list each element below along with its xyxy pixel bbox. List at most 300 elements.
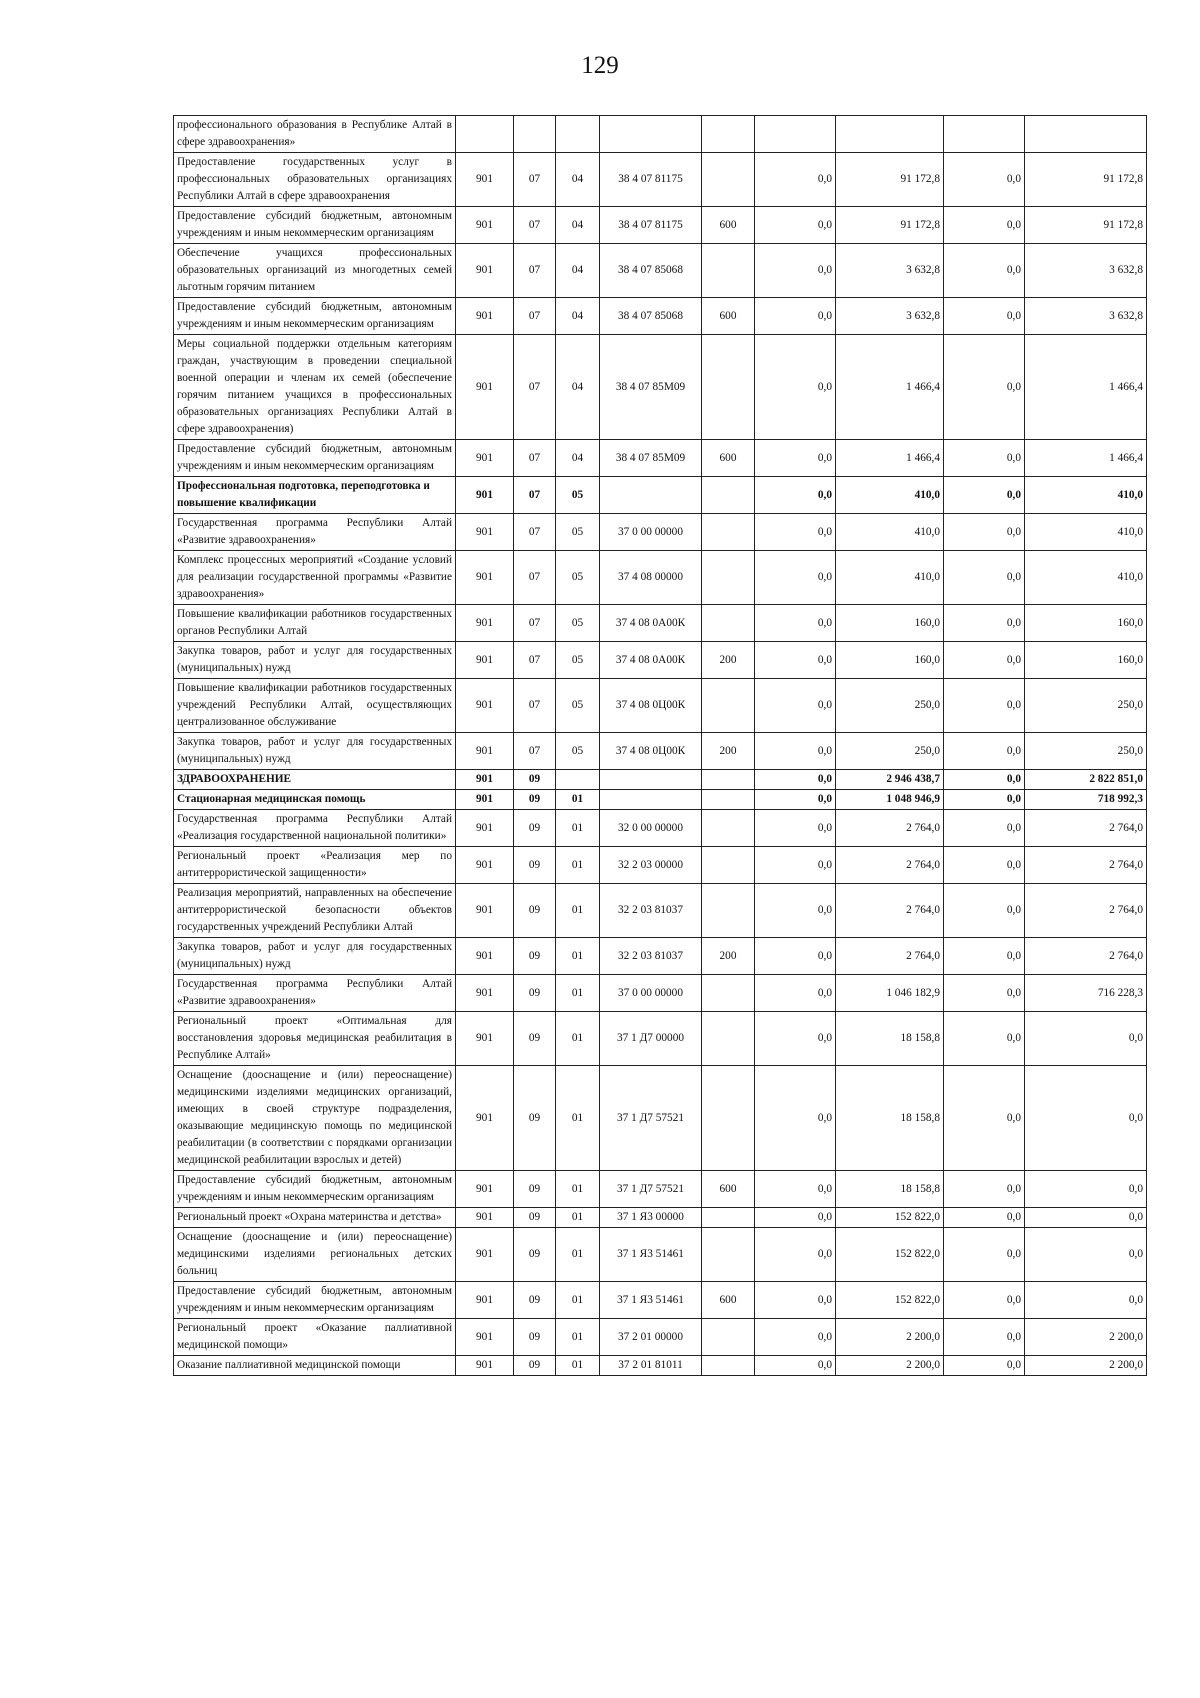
cell-subsection: 05 bbox=[556, 477, 600, 514]
cell-section bbox=[514, 116, 556, 153]
cell-expense-type bbox=[702, 810, 755, 847]
cell-ministry-code: 901 bbox=[456, 551, 514, 605]
cell-ministry-code: 901 bbox=[456, 207, 514, 244]
cell-section: 07 bbox=[514, 733, 556, 770]
cell-subsection bbox=[556, 116, 600, 153]
table-row bbox=[174, 1208, 1147, 1228]
cell-name: Региональный проект «Оптимальная для восстановления здоровья медицинская реабилитация в Республике Алтай» bbox=[174, 1012, 456, 1066]
table-row bbox=[174, 298, 1147, 335]
table-row bbox=[174, 207, 1147, 244]
table-row bbox=[174, 477, 1147, 514]
cell-value-1: 0,0 bbox=[755, 1319, 836, 1356]
cell-expense-type bbox=[702, 1319, 755, 1356]
cell-value-3: 0,0 bbox=[944, 1208, 1025, 1228]
cell-value-4: 0,0 bbox=[1025, 1066, 1147, 1171]
cell-name: Оказание паллиативной медицинской помощи bbox=[174, 1356, 456, 1376]
cell-name: Повышение квалификации работников государственных органов Республики Алтай bbox=[174, 605, 456, 642]
table-row bbox=[174, 1171, 1147, 1208]
cell-expense-type bbox=[702, 1228, 755, 1282]
cell-subsection: 04 bbox=[556, 207, 600, 244]
cell-value-1: 0,0 bbox=[755, 642, 836, 679]
cell-expense-type bbox=[702, 679, 755, 733]
cell-subsection: 05 bbox=[556, 679, 600, 733]
cell-value-1: 0,0 bbox=[755, 1356, 836, 1376]
cell-name: Закупка товаров, работ и услуг для государственных (муниципальных) нужд bbox=[174, 938, 456, 975]
cell-subsection: 01 bbox=[556, 1228, 600, 1282]
cell-value-4: 160,0 bbox=[1025, 642, 1147, 679]
cell-target-article: 37 4 08 0А00К bbox=[600, 605, 702, 642]
cell-value-1: 0,0 bbox=[755, 679, 836, 733]
cell-value-2: 250,0 bbox=[836, 679, 944, 733]
cell-value-3: 0,0 bbox=[944, 1282, 1025, 1319]
cell-value-4: 2 764,0 bbox=[1025, 847, 1147, 884]
cell-ministry-code: 901 bbox=[456, 679, 514, 733]
cell-target-article: 37 4 08 00000 bbox=[600, 551, 702, 605]
cell-expense-type bbox=[702, 847, 755, 884]
table-row bbox=[174, 605, 1147, 642]
cell-target-article: 38 4 07 85М09 bbox=[600, 335, 702, 440]
cell-value-1: 0,0 bbox=[755, 298, 836, 335]
cell-name: Региональный проект «Охрана материнства и детства» bbox=[174, 1208, 456, 1228]
cell-value-1: 0,0 bbox=[755, 551, 836, 605]
cell-value-2 bbox=[836, 116, 944, 153]
cell-value-2: 250,0 bbox=[836, 733, 944, 770]
cell-target-article bbox=[600, 477, 702, 514]
cell-ministry-code: 901 bbox=[456, 733, 514, 770]
cell-subsection: 01 bbox=[556, 810, 600, 847]
cell-value-2: 1 466,4 bbox=[836, 335, 944, 440]
cell-value-1: 0,0 bbox=[755, 1208, 836, 1228]
cell-value-3: 0,0 bbox=[944, 790, 1025, 810]
cell-section: 07 bbox=[514, 477, 556, 514]
cell-name: Предоставление субсидий бюджетным, автономным учреждениям и иным некоммерческим организациям bbox=[174, 1171, 456, 1208]
cell-value-4: 3 632,8 bbox=[1025, 244, 1147, 298]
cell-value-4: 2 764,0 bbox=[1025, 810, 1147, 847]
cell-value-1: 0,0 bbox=[755, 847, 836, 884]
cell-ministry-code: 901 bbox=[456, 884, 514, 938]
cell-target-article: 37 1 Я3 51461 bbox=[600, 1228, 702, 1282]
cell-value-2: 18 158,8 bbox=[836, 1066, 944, 1171]
cell-value-4: 91 172,8 bbox=[1025, 207, 1147, 244]
cell-expense-type: 200 bbox=[702, 938, 755, 975]
cell-subsection: 05 bbox=[556, 514, 600, 551]
cell-value-4: 91 172,8 bbox=[1025, 153, 1147, 207]
cell-value-3: 0,0 bbox=[944, 733, 1025, 770]
cell-section: 07 bbox=[514, 642, 556, 679]
cell-section: 09 bbox=[514, 1171, 556, 1208]
cell-target-article bbox=[600, 770, 702, 790]
cell-value-4: 2 822 851,0 bbox=[1025, 770, 1147, 790]
cell-target-article: 37 2 01 00000 bbox=[600, 1319, 702, 1356]
table-row bbox=[174, 1356, 1147, 1376]
cell-value-2: 3 632,8 bbox=[836, 298, 944, 335]
cell-section: 09 bbox=[514, 938, 556, 975]
cell-value-4: 2 764,0 bbox=[1025, 938, 1147, 975]
cell-expense-type bbox=[702, 975, 755, 1012]
cell-value-4: 410,0 bbox=[1025, 514, 1147, 551]
table-row bbox=[174, 847, 1147, 884]
cell-target-article: 38 4 07 85068 bbox=[600, 244, 702, 298]
cell-expense-type bbox=[702, 335, 755, 440]
cell-ministry-code: 901 bbox=[456, 1356, 514, 1376]
cell-target-article: 38 4 07 81175 bbox=[600, 153, 702, 207]
cell-subsection: 01 bbox=[556, 1356, 600, 1376]
cell-value-4: 250,0 bbox=[1025, 733, 1147, 770]
cell-subsection: 01 bbox=[556, 938, 600, 975]
table-body bbox=[174, 116, 1147, 1376]
cell-value-3: 0,0 bbox=[944, 1066, 1025, 1171]
cell-value-2: 2 764,0 bbox=[836, 884, 944, 938]
cell-name: Государственная программа Республики Алтай «Реализация государственной национальной политики» bbox=[174, 810, 456, 847]
cell-value-1: 0,0 bbox=[755, 975, 836, 1012]
cell-name: Предоставление субсидий бюджетным, автономным учреждениям и иным некоммерческим организациям bbox=[174, 207, 456, 244]
cell-value-4: 1 466,4 bbox=[1025, 335, 1147, 440]
cell-ministry-code: 901 bbox=[456, 847, 514, 884]
cell-value-3: 0,0 bbox=[944, 335, 1025, 440]
cell-section: 07 bbox=[514, 679, 556, 733]
cell-name: Региональный проект «Оказание паллиативной медицинской помощи» bbox=[174, 1319, 456, 1356]
cell-subsection: 01 bbox=[556, 1282, 600, 1319]
cell-value-4: 2 200,0 bbox=[1025, 1356, 1147, 1376]
cell-value-1: 0,0 bbox=[755, 1171, 836, 1208]
cell-value-2: 2 764,0 bbox=[836, 847, 944, 884]
table-row bbox=[174, 514, 1147, 551]
cell-value-1: 0,0 bbox=[755, 884, 836, 938]
cell-value-4: 0,0 bbox=[1025, 1208, 1147, 1228]
cell-section: 07 bbox=[514, 605, 556, 642]
cell-expense-type bbox=[702, 1356, 755, 1376]
cell-value-1: 0,0 bbox=[755, 244, 836, 298]
cell-ministry-code: 901 bbox=[456, 335, 514, 440]
cell-ministry-code: 901 bbox=[456, 153, 514, 207]
page-number: 129 bbox=[581, 52, 619, 79]
cell-value-3: 0,0 bbox=[944, 884, 1025, 938]
cell-value-3: 0,0 bbox=[944, 770, 1025, 790]
cell-expense-type bbox=[702, 790, 755, 810]
cell-expense-type bbox=[702, 551, 755, 605]
cell-target-article: 37 2 01 81011 bbox=[600, 1356, 702, 1376]
cell-expense-type bbox=[702, 116, 755, 153]
cell-value-4: 410,0 bbox=[1025, 551, 1147, 605]
cell-target-article: 32 0 00 00000 bbox=[600, 810, 702, 847]
cell-target-article: 37 4 08 0Ц00К bbox=[600, 733, 702, 770]
cell-expense-type bbox=[702, 884, 755, 938]
cell-section: 07 bbox=[514, 514, 556, 551]
cell-value-2: 152 822,0 bbox=[836, 1228, 944, 1282]
cell-target-article: 37 1 Я3 00000 bbox=[600, 1208, 702, 1228]
cell-ministry-code: 901 bbox=[456, 1012, 514, 1066]
cell-target-article: 38 4 07 81175 bbox=[600, 207, 702, 244]
cell-value-1: 0,0 bbox=[755, 1228, 836, 1282]
cell-value-3: 0,0 bbox=[944, 975, 1025, 1012]
cell-expense-type: 600 bbox=[702, 298, 755, 335]
cell-value-3: 0,0 bbox=[944, 1228, 1025, 1282]
cell-value-3: 0,0 bbox=[944, 938, 1025, 975]
cell-subsection: 05 bbox=[556, 551, 600, 605]
cell-value-1: 0,0 bbox=[755, 770, 836, 790]
cell-ministry-code: 901 bbox=[456, 1228, 514, 1282]
cell-ministry-code: 901 bbox=[456, 1171, 514, 1208]
table-row bbox=[174, 1066, 1147, 1171]
cell-value-2: 2 764,0 bbox=[836, 810, 944, 847]
cell-value-3: 0,0 bbox=[944, 514, 1025, 551]
cell-value-3: 0,0 bbox=[944, 642, 1025, 679]
cell-value-2: 410,0 bbox=[836, 551, 944, 605]
cell-subsection: 01 bbox=[556, 1171, 600, 1208]
cell-ministry-code: 901 bbox=[456, 477, 514, 514]
cell-value-4: 1 466,4 bbox=[1025, 440, 1147, 477]
cell-value-3: 0,0 bbox=[944, 244, 1025, 298]
table-row bbox=[174, 679, 1147, 733]
cell-target-article bbox=[600, 116, 702, 153]
cell-section: 09 bbox=[514, 790, 556, 810]
cell-value-3: 0,0 bbox=[944, 153, 1025, 207]
table-row bbox=[174, 642, 1147, 679]
cell-ministry-code: 901 bbox=[456, 770, 514, 790]
cell-target-article bbox=[600, 790, 702, 810]
cell-target-article: 37 1 Д7 00000 bbox=[600, 1012, 702, 1066]
table-row bbox=[174, 1282, 1147, 1319]
cell-expense-type: 600 bbox=[702, 1282, 755, 1319]
table-row bbox=[174, 440, 1147, 477]
cell-subsection: 05 bbox=[556, 605, 600, 642]
cell-ministry-code: 901 bbox=[456, 298, 514, 335]
cell-value-1: 0,0 bbox=[755, 1066, 836, 1171]
cell-value-4: 0,0 bbox=[1025, 1171, 1147, 1208]
cell-ministry-code: 901 bbox=[456, 1282, 514, 1319]
cell-target-article: 37 1 Я3 51461 bbox=[600, 1282, 702, 1319]
cell-name: Региональный проект «Реализация мер по антитеррористической защищенности» bbox=[174, 847, 456, 884]
cell-expense-type bbox=[702, 244, 755, 298]
cell-ministry-code: 901 bbox=[456, 1319, 514, 1356]
cell-name: Профессиональная подготовка, переподготовка и повышение квалификации bbox=[174, 477, 456, 514]
cell-value-3: 0,0 bbox=[944, 1171, 1025, 1208]
cell-name: Закупка товаров, работ и услуг для государственных (муниципальных) нужд bbox=[174, 733, 456, 770]
cell-value-1: 0,0 bbox=[755, 1282, 836, 1319]
table-row bbox=[174, 244, 1147, 298]
cell-value-4: 250,0 bbox=[1025, 679, 1147, 733]
cell-subsection: 04 bbox=[556, 298, 600, 335]
cell-section: 09 bbox=[514, 884, 556, 938]
cell-value-1 bbox=[755, 116, 836, 153]
table-row bbox=[174, 810, 1147, 847]
cell-value-4: 160,0 bbox=[1025, 605, 1147, 642]
cell-expense-type: 600 bbox=[702, 1171, 755, 1208]
cell-subsection: 01 bbox=[556, 1066, 600, 1171]
cell-name: Меры социальной поддержки отдельным категориям граждан, участвующим в проведении специальной военной операции и членам их семей (обеспечение горячим питанием учащихся в профессиональных образовательных организациях Республики Алтай в сфере здравоохранения) bbox=[174, 335, 456, 440]
cell-value-3: 0,0 bbox=[944, 810, 1025, 847]
cell-subsection: 01 bbox=[556, 1319, 600, 1356]
cell-subsection: 01 bbox=[556, 1012, 600, 1066]
cell-section: 09 bbox=[514, 1282, 556, 1319]
table-row bbox=[174, 938, 1147, 975]
cell-value-4: 716 228,3 bbox=[1025, 975, 1147, 1012]
cell-section: 09 bbox=[514, 1228, 556, 1282]
cell-target-article: 32 2 03 81037 bbox=[600, 938, 702, 975]
cell-section: 09 bbox=[514, 810, 556, 847]
table-row bbox=[174, 335, 1147, 440]
budget-table bbox=[173, 115, 1147, 1376]
cell-value-4 bbox=[1025, 116, 1147, 153]
table-row bbox=[174, 770, 1147, 790]
cell-subsection: 04 bbox=[556, 244, 600, 298]
cell-expense-type: 600 bbox=[702, 207, 755, 244]
cell-expense-type: 200 bbox=[702, 733, 755, 770]
cell-value-4: 3 632,8 bbox=[1025, 298, 1147, 335]
cell-subsection: 04 bbox=[556, 440, 600, 477]
cell-value-3: 0,0 bbox=[944, 298, 1025, 335]
cell-name: профессионального образования в Республике Алтай в сфере здравоохранения» bbox=[174, 116, 456, 153]
cell-name: Повышение квалификации работников государственных учреждений Республики Алтай, осуществляющих централизованное обслуживание bbox=[174, 679, 456, 733]
cell-value-2: 2 200,0 bbox=[836, 1356, 944, 1376]
table-row bbox=[174, 733, 1147, 770]
cell-section: 09 bbox=[514, 1208, 556, 1228]
cell-expense-type bbox=[702, 1012, 755, 1066]
table-row bbox=[174, 1228, 1147, 1282]
cell-target-article: 37 4 08 0Ц00К bbox=[600, 679, 702, 733]
cell-value-2: 1 466,4 bbox=[836, 440, 944, 477]
cell-value-3: 0,0 bbox=[944, 207, 1025, 244]
cell-target-article: 37 1 Д7 57521 bbox=[600, 1171, 702, 1208]
cell-section: 07 bbox=[514, 440, 556, 477]
cell-subsection: 01 bbox=[556, 790, 600, 810]
cell-value-1: 0,0 bbox=[755, 605, 836, 642]
cell-value-2: 410,0 bbox=[836, 477, 944, 514]
cell-name: ЗДРАВООХРАНЕНИЕ bbox=[174, 770, 456, 790]
cell-value-1: 0,0 bbox=[755, 790, 836, 810]
cell-name: Государственная программа Республики Алтай «Развитие здравоохранения» bbox=[174, 514, 456, 551]
cell-value-3 bbox=[944, 116, 1025, 153]
cell-section: 07 bbox=[514, 335, 556, 440]
cell-expense-type bbox=[702, 153, 755, 207]
cell-ministry-code bbox=[456, 116, 514, 153]
cell-value-2: 2 200,0 bbox=[836, 1319, 944, 1356]
cell-name: Предоставление субсидий бюджетным, автономным учреждениям и иным некоммерческим организациям bbox=[174, 298, 456, 335]
cell-value-2: 2 946 438,7 bbox=[836, 770, 944, 790]
table-row bbox=[174, 1319, 1147, 1356]
cell-value-3: 0,0 bbox=[944, 605, 1025, 642]
cell-name: Предоставление государственных услуг в профессиональных образовательных организациях Республики Алтай в сфере здравоохранения bbox=[174, 153, 456, 207]
cell-expense-type bbox=[702, 770, 755, 790]
cell-ministry-code: 901 bbox=[456, 1208, 514, 1228]
cell-name: Комплекс процессных мероприятий «Создание условий для реализации государственной программы «Развитие здравоохранения» bbox=[174, 551, 456, 605]
cell-expense-type bbox=[702, 605, 755, 642]
cell-value-1: 0,0 bbox=[755, 938, 836, 975]
table-row bbox=[174, 975, 1147, 1012]
cell-section: 07 bbox=[514, 244, 556, 298]
cell-subsection: 01 bbox=[556, 975, 600, 1012]
cell-value-2: 2 764,0 bbox=[836, 938, 944, 975]
cell-value-3: 0,0 bbox=[944, 679, 1025, 733]
cell-value-2: 160,0 bbox=[836, 642, 944, 679]
cell-subsection: 01 bbox=[556, 847, 600, 884]
cell-expense-type: 200 bbox=[702, 642, 755, 679]
table-row bbox=[174, 153, 1147, 207]
table-row bbox=[174, 116, 1147, 153]
cell-ministry-code: 901 bbox=[456, 810, 514, 847]
cell-name: Обеспечение учащихся профессиональных образовательных организаций из многодетных семей льготным горячим питанием bbox=[174, 244, 456, 298]
table-row bbox=[174, 551, 1147, 605]
table-row bbox=[174, 790, 1147, 810]
cell-value-1: 0,0 bbox=[755, 440, 836, 477]
cell-expense-type: 600 bbox=[702, 440, 755, 477]
cell-value-2: 91 172,8 bbox=[836, 207, 944, 244]
cell-name: Закупка товаров, работ и услуг для государственных (муниципальных) нужд bbox=[174, 642, 456, 679]
cell-value-3: 0,0 bbox=[944, 551, 1025, 605]
cell-value-2: 410,0 bbox=[836, 514, 944, 551]
cell-ministry-code: 901 bbox=[456, 642, 514, 679]
cell-subsection: 01 bbox=[556, 1208, 600, 1228]
cell-value-1: 0,0 bbox=[755, 733, 836, 770]
cell-ministry-code: 901 bbox=[456, 514, 514, 551]
cell-value-3: 0,0 bbox=[944, 1319, 1025, 1356]
cell-value-4: 0,0 bbox=[1025, 1012, 1147, 1066]
cell-section: 09 bbox=[514, 770, 556, 790]
cell-name: Реализация мероприятий, направленных на обеспечение антитеррористической безопасности объектов государственных учреждений Республики Алтай bbox=[174, 884, 456, 938]
cell-value-1: 0,0 bbox=[755, 810, 836, 847]
cell-expense-type bbox=[702, 1208, 755, 1228]
cell-expense-type bbox=[702, 514, 755, 551]
cell-ministry-code: 901 bbox=[456, 975, 514, 1012]
cell-value-2: 18 158,8 bbox=[836, 1012, 944, 1066]
cell-name: Предоставление субсидий бюджетным, автономным учреждениям и иным некоммерческим организациям bbox=[174, 440, 456, 477]
cell-subsection bbox=[556, 770, 600, 790]
table-row bbox=[174, 1012, 1147, 1066]
cell-value-3: 0,0 bbox=[944, 440, 1025, 477]
cell-section: 07 bbox=[514, 551, 556, 605]
cell-value-1: 0,0 bbox=[755, 514, 836, 551]
cell-name: Предоставление субсидий бюджетным, автономным учреждениям и иным некоммерческим организациям bbox=[174, 1282, 456, 1319]
cell-ministry-code: 901 bbox=[456, 244, 514, 298]
cell-target-article: 37 0 00 00000 bbox=[600, 514, 702, 551]
cell-ministry-code: 901 bbox=[456, 938, 514, 975]
cell-target-article: 37 0 00 00000 bbox=[600, 975, 702, 1012]
cell-section: 09 bbox=[514, 1012, 556, 1066]
cell-ministry-code: 901 bbox=[456, 440, 514, 477]
cell-subsection: 04 bbox=[556, 335, 600, 440]
cell-value-3: 0,0 bbox=[944, 1356, 1025, 1376]
cell-subsection: 05 bbox=[556, 642, 600, 679]
cell-target-article: 37 4 08 0А00К bbox=[600, 642, 702, 679]
cell-value-2: 91 172,8 bbox=[836, 153, 944, 207]
cell-value-1: 0,0 bbox=[755, 335, 836, 440]
cell-value-1: 0,0 bbox=[755, 153, 836, 207]
cell-value-4: 0,0 bbox=[1025, 1282, 1147, 1319]
cell-section: 09 bbox=[514, 975, 556, 1012]
cell-ministry-code: 901 bbox=[456, 605, 514, 642]
cell-name: Стационарная медицинская помощь bbox=[174, 790, 456, 810]
cell-value-3: 0,0 bbox=[944, 1012, 1025, 1066]
cell-value-2: 160,0 bbox=[836, 605, 944, 642]
cell-value-1: 0,0 bbox=[755, 1012, 836, 1066]
cell-value-2: 1 046 182,9 bbox=[836, 975, 944, 1012]
cell-value-2: 18 158,8 bbox=[836, 1171, 944, 1208]
cell-value-1: 0,0 bbox=[755, 207, 836, 244]
cell-section: 09 bbox=[514, 1066, 556, 1171]
cell-name: Государственная программа Республики Алтай «Развитие здравоохранения» bbox=[174, 975, 456, 1012]
cell-value-4: 0,0 bbox=[1025, 1228, 1147, 1282]
cell-section: 09 bbox=[514, 1356, 556, 1376]
cell-ministry-code: 901 bbox=[456, 790, 514, 810]
cell-value-2: 3 632,8 bbox=[836, 244, 944, 298]
cell-value-2: 152 822,0 bbox=[836, 1208, 944, 1228]
cell-subsection: 01 bbox=[556, 884, 600, 938]
cell-target-article: 32 2 03 81037 bbox=[600, 884, 702, 938]
cell-value-2: 1 048 946,9 bbox=[836, 790, 944, 810]
cell-name: Оснащение (дооснащение и (или) переоснащение) медицинскими изделиями медицинских организаций, имеющих в своей структуре подразделения, оказывающие медицинскую помощь по медицинской реабилитации (в соответствии с порядками организации медицинской реабилитации взрослых и детей) bbox=[174, 1066, 456, 1171]
cell-section: 07 bbox=[514, 298, 556, 335]
cell-subsection: 05 bbox=[556, 733, 600, 770]
